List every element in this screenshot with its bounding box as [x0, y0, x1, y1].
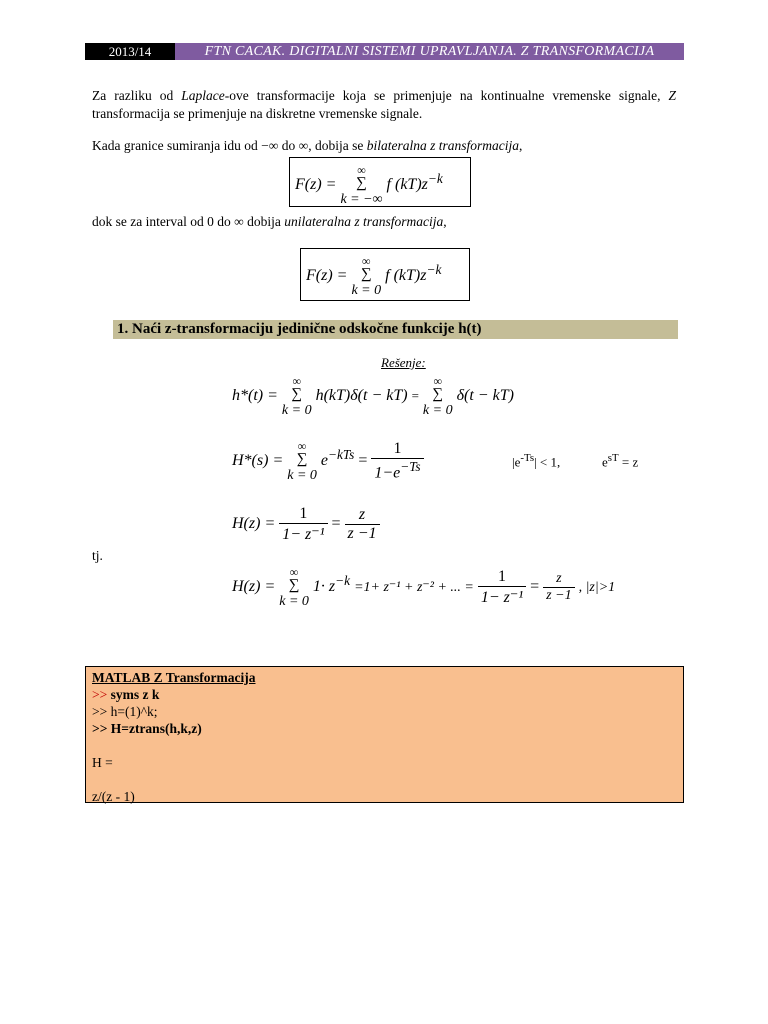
matlab-line-2: >> h=(1)^k; — [92, 704, 158, 719]
matlab-title: MATLAB Z Transformacija — [92, 670, 256, 685]
page-header — [85, 43, 684, 60]
matlab-line-1: >> syms z k — [92, 687, 160, 702]
equation-H-star: H*(s) = ∞ ∑ k = 0 $e^{-kTs}$ = $\frac{1}{1-e^{-Ts}}$ — [232, 440, 424, 483]
bilateral-formula: F(z) = ∞ ∑ k = −∞ f $(kT)z^{-k}$ — [289, 157, 471, 207]
equation-H-z: H(z) = $\frac{1}{\text{1− z⁻¹}}$ = $\frac{z}{z -1}$ — [232, 505, 380, 544]
matlab-output-label: H = — [92, 755, 113, 770]
header-year: 2013/14 — [85, 43, 175, 60]
unilateral-sentence: dok se za interval od 0 do ∞ dobija unilateralna z transformacija, — [92, 214, 447, 229]
matlab-line-3: >> H=ztrans(h,k,z) — [92, 721, 202, 736]
equation-H-z-series: H(z) = ∞ ∑ k = 0 $1\cdot z^{-k} =1+ z^{-1} + z^{-2}$ + ... = $\frac{1}{\text{1− z⁻¹}}$ = $\frac{z}{z -1}$ , |z|>1 — [232, 565, 616, 609]
matlab-box — [85, 666, 684, 803]
intro-paragraph: Za razliku od Laplace-ove transformacije koja se primenjuje na kontinualne vremenske signale, Z transformacija se primenjuje na diskretne vremenske signale. — [92, 88, 676, 121]
section-heading: 1. Naći z-transformaciju jedinične odskočne funkcije h(t) — [113, 320, 678, 339]
unilateral-formula: F(z) = ∞ ∑ k = 0 f $(kT)z^{-k}$ — [300, 248, 470, 301]
condition-convergence: $|e^{-Ts}| < 1$, — [512, 452, 561, 470]
header-title: FTN CACAK. DIGITALNI SISTEMI UPRAVLJANJA. Z TRANSFORMACIJA — [175, 43, 684, 60]
condition-substitution: $e^{sT} = z$ — [602, 452, 639, 470]
equation-h-star: h*(t) = ∞ ∑ k = 0 h(kT)δ(t − kT) = ∞ ∑ k = 0 δ(t − kT) — [232, 374, 514, 418]
matlab-output-value: z/(z - 1) — [92, 789, 135, 804]
bilateral-sentence: Kada granice sumiranja idu od −∞ do ∞, dobija se bilateralna z transformacija, — [92, 138, 523, 153]
tj-label: tj. — [92, 548, 103, 563]
solution-label: Rešenje: — [381, 355, 426, 370]
